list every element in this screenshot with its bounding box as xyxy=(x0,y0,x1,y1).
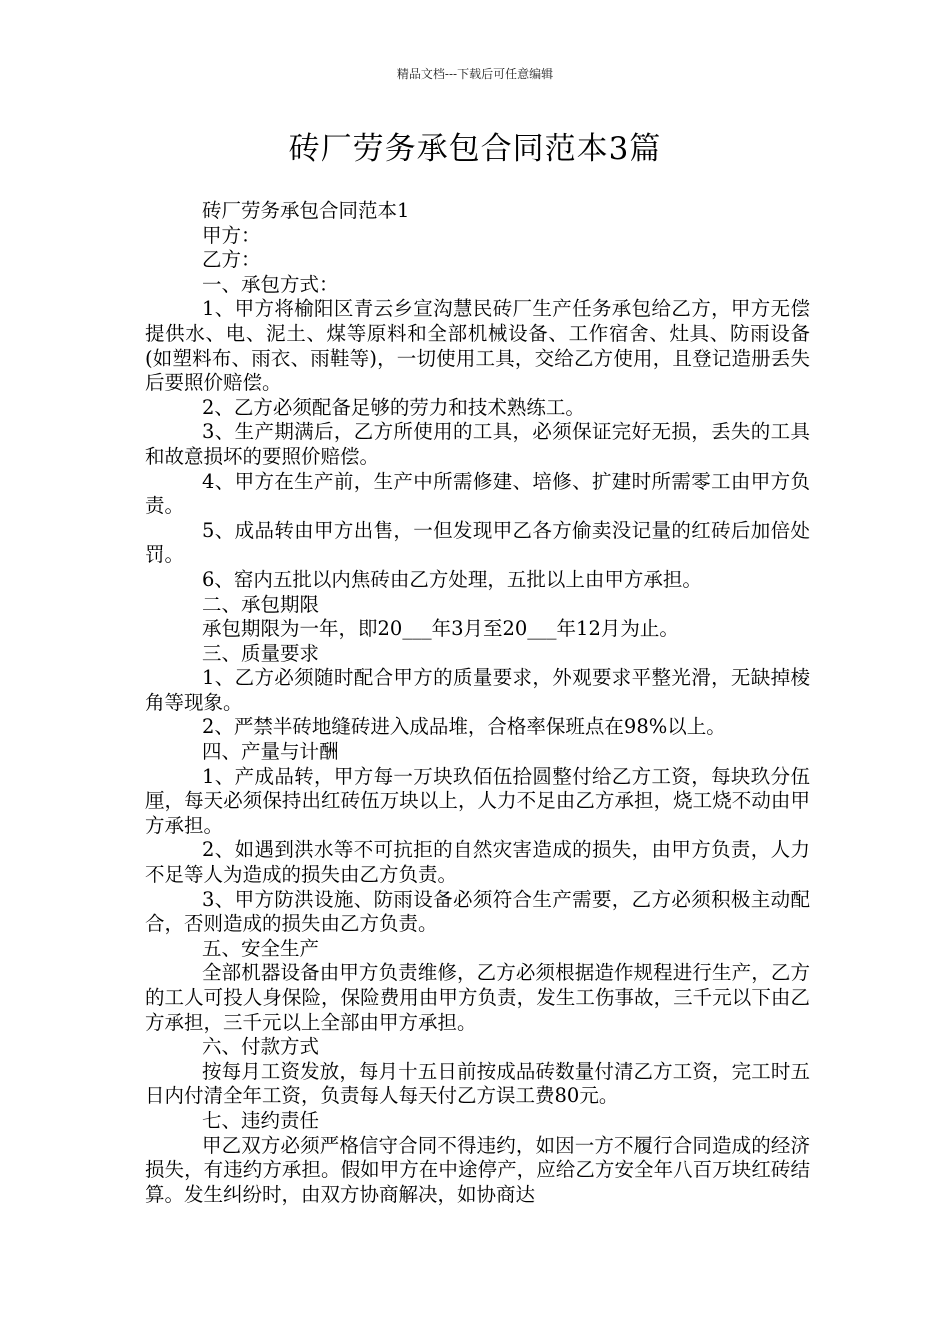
clause-1-1: 1、甲方将榆阳区青云乡宣沟慧民砖厂生产任务承包给乙方，甲方无偿提供水、电、泥土、煤等原料和全部机械设备、工作宿舍、灶具、防雨设备(如塑料布、雨衣、雨鞋等)，一切使用工具，交给乙方使用，且登记造册丢失后要照价赔偿。 xyxy=(145,297,810,395)
document-body xyxy=(145,199,810,1207)
clause-1-2: 2、乙方必须配备足够的劳力和技术熟练工。 xyxy=(202,395,585,419)
clause-4-2: 2、如遇到洪水等不可抗拒的自然灾害造成的损失，由甲方负责，人力不足等人为造成的损失由乙方负责。 xyxy=(145,838,810,887)
party-a-line: 甲方： xyxy=(202,223,261,247)
section-heading-breach: 七、违约责任 xyxy=(202,1108,320,1132)
party-b-line: 乙方： xyxy=(202,248,261,272)
section-heading-contract-term: 二、承包期限 xyxy=(202,592,320,616)
clause-3-1: 1、乙方必须随时配合甲方的质量要求，外观要求平整光滑，无缺掉棱角等现象。 xyxy=(145,666,810,714)
section-heading-contract-1: 砖厂劳务承包合同范本1 xyxy=(202,199,410,222)
clause-1-3: 3、生产期满后，乙方所使用的工具，必须保证完好无损，丢失的工具和故意损坏的要照价赔偿。 xyxy=(145,420,810,468)
section-heading-output-pay: 四、产量与计酬 xyxy=(202,740,339,764)
clause-6-1: 按每月工资发放，每月十五日前按成品砖数量付清乙方工资，完工时五日内付清全年工资，负责每人每天付乙方误工费80元。 xyxy=(145,1059,810,1108)
clause-1-4: 4、甲方在生产前，生产中所需修建、培修、扩建时所需零工由甲方负责。 xyxy=(145,469,810,518)
section-heading-contract-method: 一、承包方式： xyxy=(202,272,339,296)
clause-4-1: 1、产成品转，甲方每一万块玖佰伍拾圆整付给乙方工资，每块玖分伍厘，每天必须保持出红砖伍万块以上，人力不足由乙方承担，烧工烧不动由甲方承担。 xyxy=(145,764,810,837)
section-heading-quality: 三、质量要求 xyxy=(202,641,320,665)
clause-1-5: 5、成品转由甲方出售，一但发现甲乙各方偷卖没记量的红砖后加倍处罚。 xyxy=(145,518,810,567)
clause-3-2: 2、严禁半砖地缝砖进入成品堆，合格率保班点在98%以上。 xyxy=(202,715,726,739)
document-title: 砖厂劳务承包合同范本3篇 xyxy=(288,131,662,167)
clause-1-6: 6、窑内五批以内焦砖由乙方处理，五批以上由甲方承担。 xyxy=(202,567,702,591)
clause-2-1: 承包期限为一年，即20___年3月至20___年12月为止。 xyxy=(202,617,679,641)
section-heading-payment: 六、付款方式 xyxy=(202,1035,320,1059)
clause-4-3: 3、甲方防洪设施、防雨设备必须符合生产需要，乙方必须积极主动配合，否则造成的损失由乙方负责。 xyxy=(145,887,810,936)
section-heading-safety: 五、安全生产 xyxy=(202,936,320,960)
clause-7-1: 甲乙双方必须严格信守合同不得违约，如因一方不履行合同造成的经济损失，有违约方承担。假如甲方在中途停产，应给乙方安全年八百万块红砖结算。发生纠纷时，由双方协商解决，如协商达 xyxy=(145,1133,810,1206)
page-header: 精品文档---下载后可任意编辑 xyxy=(396,67,554,81)
clause-5-1: 全部机器设备由甲方负责维修，乙方必须根据造作规程进行生产，乙方的工人可投人身保险，保险费用由甲方负责，发生工伤事故，三千元以下由乙方承担，三千元以上全部由甲方承担。 xyxy=(145,961,810,1034)
